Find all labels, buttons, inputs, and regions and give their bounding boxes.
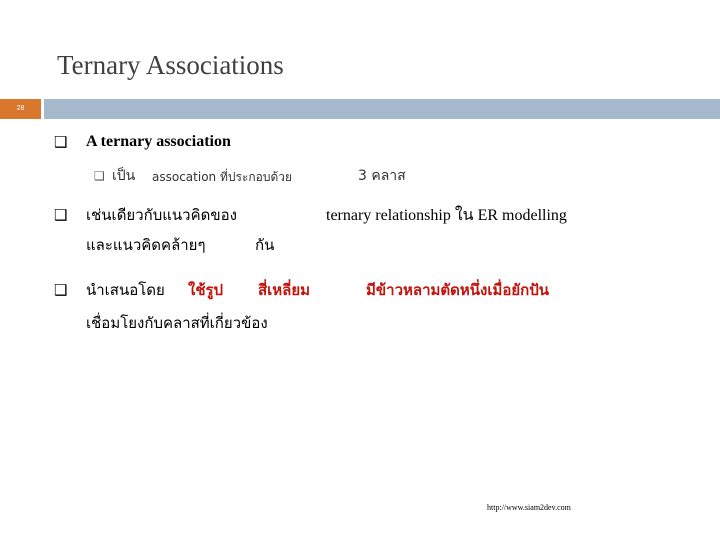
bullet-text: A ternary association: [86, 133, 231, 150]
bullet-text-line1-a: เช่นเดียวกับแนวคิดของ: [86, 206, 237, 224]
sub-bullet-icon: ❑: [94, 169, 105, 183]
bullet-icon: ❑: [54, 206, 68, 224]
sub-bullet-text-1: เป็น: [112, 168, 136, 184]
bullet-text-line1-b: ใช้รูป: [188, 281, 224, 299]
bullet-text-line1-d: มีข้าวหลามตัดหนึ่งเมื่อยักปัน: [366, 281, 549, 299]
bullet-text-line1-c: สี่เหลี่ยม: [258, 281, 311, 299]
slide-number: 28: [16, 105, 25, 112]
footer-url: http://www.siam2dev.com: [487, 503, 571, 512]
bullet-text-line2-b: กัน: [255, 236, 275, 254]
bullet-icon: ❑: [54, 133, 68, 151]
bullet-icon: ❑: [54, 281, 68, 299]
bullet-text-line2-a: และแนวคิดคล้ายๆ: [86, 236, 206, 254]
bullet-text-line2: เชื่อมโยงกับคลาสที่เกี่ยวข้อง: [86, 314, 268, 332]
bullet-text-line1-b: ternary relationship ใน ER modelling: [326, 207, 567, 224]
header-bar: [44, 99, 720, 119]
sub-bullet-text-2: assocation ที่ประกอบด้วย: [152, 170, 293, 184]
slide-title: Ternary Associations: [57, 50, 284, 80]
bullet-text-line1-a: นำเสนอโดย: [86, 281, 165, 299]
sub-bullet-text-3: 3 คลาส: [358, 168, 406, 184]
